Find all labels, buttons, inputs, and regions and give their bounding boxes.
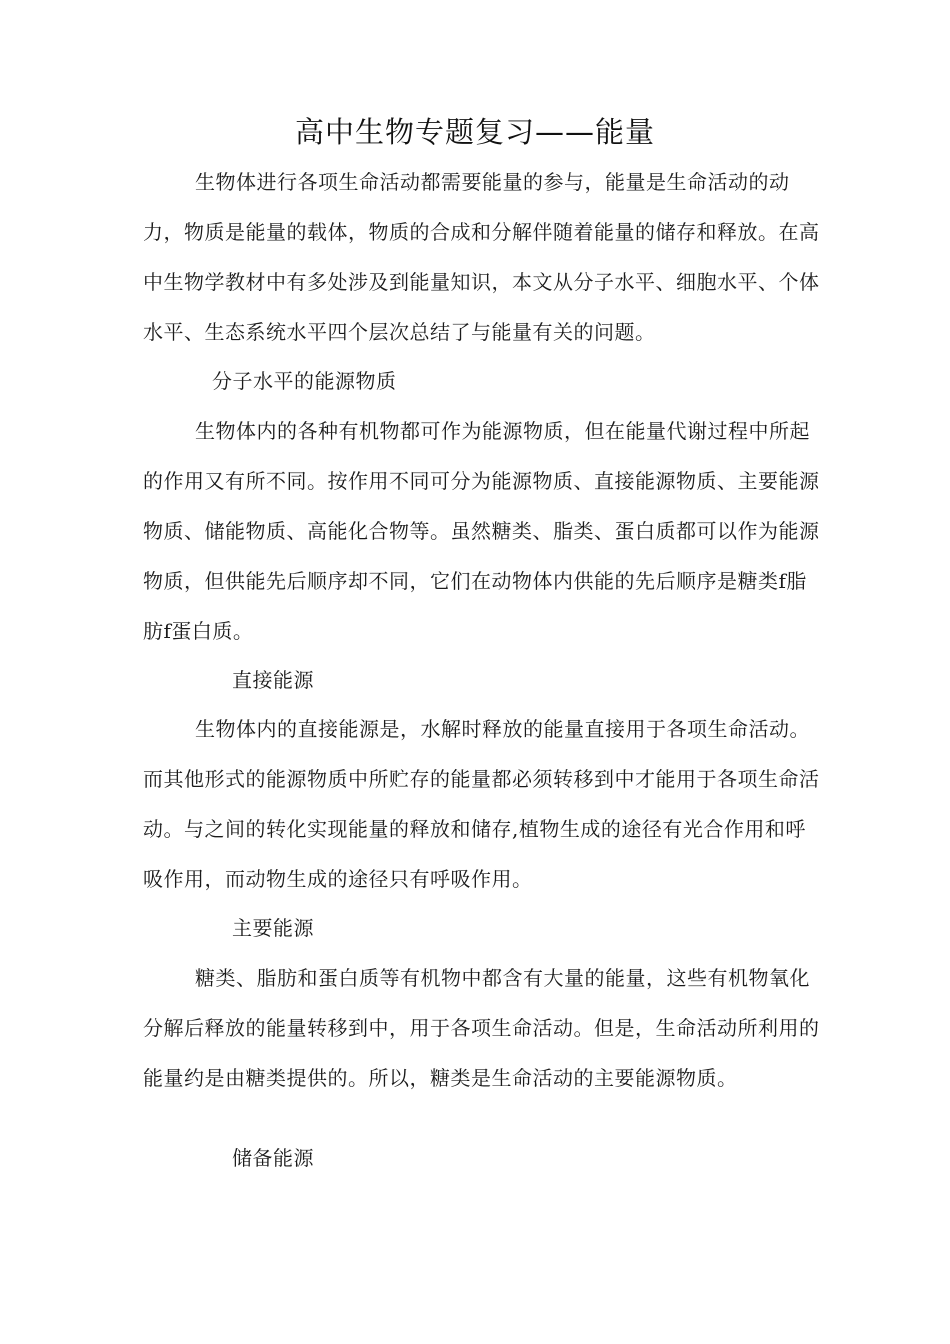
section-body-molecular-energy: 生物体内的各种有机物都可作为能源物质，但在能量代谢过程中所起的作用又有所不同。按作用不同可分为能源物质、直接能源物质、主要能源物质、储能物质、高能化合物等。虽然糖类、脂类、蛋白质都可以作为能源物质，但供能先后顺序却不同，它们在动物体内供能的先后顺序是糖类f脂肪f蛋白质。 (143, 419, 820, 643)
section-body-main-energy: 糖类、脂肪和蛋白质等有机物中都含有大量的能量，这些有机物氧化分解后释放的能量转移到中，用于各项生命活动。但是，生命活动所利用的能量约是由糖类提供的。所以，糖类是生命活动的主要能源物质。 (143, 966, 820, 1090)
section-heading-main-energy: 主要能源 (232, 916, 314, 940)
document-title: 高中生物专题复习——能量 (294, 115, 655, 149)
section-heading-reserve-energy: 储备能源 (232, 1146, 314, 1170)
section-heading-direct-energy: 直接能源 (232, 668, 314, 692)
section-heading-molecular-energy: 分子水平的能源物质 (212, 369, 397, 393)
intro-paragraph: 生物体进行各项生命活动都需要能量的参与，能量是生命活动的动力，物质是能量的载体，物质的合成和分解伴随着能量的储存和释放。在高中生物学教材中有多处涉及到能量知识，本文从分子水平、细胞水平、个体水平、生态系统水平四个层次总结了与能量有关的问题。 (143, 170, 820, 344)
section-body-direct-energy: 生物体内的直接能源是，水解时释放的能量直接用于各项生命活动。而其他形式的能源物质中所贮存的能量都必须转移到中才能用于各项生命活动。与之间的转化实现能量的释放和储存,植物生成的途径有光合作用和呼吸作用，而动物生成的途径只有呼吸作用。 (143, 717, 820, 891)
